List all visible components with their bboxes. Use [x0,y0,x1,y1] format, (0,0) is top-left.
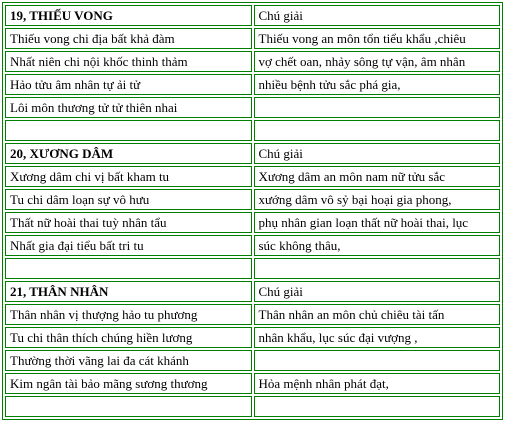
commentary-cell: vợ chết oan, nhảy sông tự vận, âm nhân [254,51,501,72]
verse-cell [5,396,252,417]
verse-cell: Thiếu vong chi địa bất khả đàm [5,28,252,49]
commentary-cell: phụ nhân gian loạn thất nữ hoài thai, lục [254,212,501,233]
verse-cell: Tu chi dâm loạn sự vô hưu [5,189,252,210]
table-row [5,235,500,256]
table-row [5,350,500,371]
section-header-row [5,5,500,26]
verse-cell: Kim ngân tài bảo mãng sương thương [5,373,252,394]
verse-cell: Hảo tửu âm nhân tự ải tử [5,74,252,95]
verse-cell: Xương dâm chi vị bất kham tu [5,166,252,187]
verse-cell: Thất nữ hoài thai tuỳ nhân tẩu [5,212,252,233]
table-row [5,166,500,187]
section-title: 21, THÂN NHÂN [5,281,252,302]
note-label: Chú giải [254,143,501,164]
table-row [5,212,500,233]
verse-cell: Thân nhân vị thượng hảo tu phương [5,304,252,325]
commentary-cell [254,97,501,118]
section-header-row [5,143,500,164]
commentary-cell: nhân khẩu, lục súc đại vượng , [254,327,501,348]
commentary-cell [254,350,501,371]
table-row [5,189,500,210]
commentary-cell [254,396,501,417]
note-label: Chú giải [254,281,501,302]
table-row [5,97,500,118]
verse-cell: Tu chi thân thích chúng hiền lương [5,327,252,348]
verse-cell [5,258,252,279]
verse-cell: Nhất niên chi nội khốc thinh thảm [5,51,252,72]
verse-cell [5,120,252,141]
table-row [5,51,500,72]
table-row [5,373,500,394]
table-row [5,304,500,325]
table-row [5,74,500,95]
table-row [5,396,500,417]
verse-cell: Nhất gia đại tiểu bất tri tu [5,235,252,256]
commentary-cell: Hỏa mệnh nhân phát đạt, [254,373,501,394]
commentary-cell: xướng dâm vô sỷ bại hoại gia phong, [254,189,501,210]
commentary-cell: Thiếu vong an môn tổn tiểu khẩu ,chiêu [254,28,501,49]
table-row [5,258,500,279]
section-title: 19, THIẾU VONG [5,5,252,26]
commentary-cell: nhiều bệnh tửu sắc phá gia, [254,74,501,95]
table-row [5,28,500,49]
commentary-cell: súc không thâu, [254,235,501,256]
note-label: Chú giải [254,5,501,26]
table-row [5,120,500,141]
commentary-cell [254,258,501,279]
table-row [5,327,500,348]
section-header-row [5,281,500,302]
commentary-cell: Thân nhân an môn chủ chiêu tài tấn [254,304,501,325]
verse-cell: Thường thời vãng lai đa cát khánh [5,350,252,371]
commentary-cell: Xương dâm an môn nam nữ tửu sắc [254,166,501,187]
verse-cell: Lôi môn thương tử tử thiên nhai [5,97,252,118]
table-body [5,5,500,417]
section-title: 20, XƯƠNG DÂM [5,143,252,164]
content-table [2,2,503,420]
commentary-cell [254,120,501,141]
